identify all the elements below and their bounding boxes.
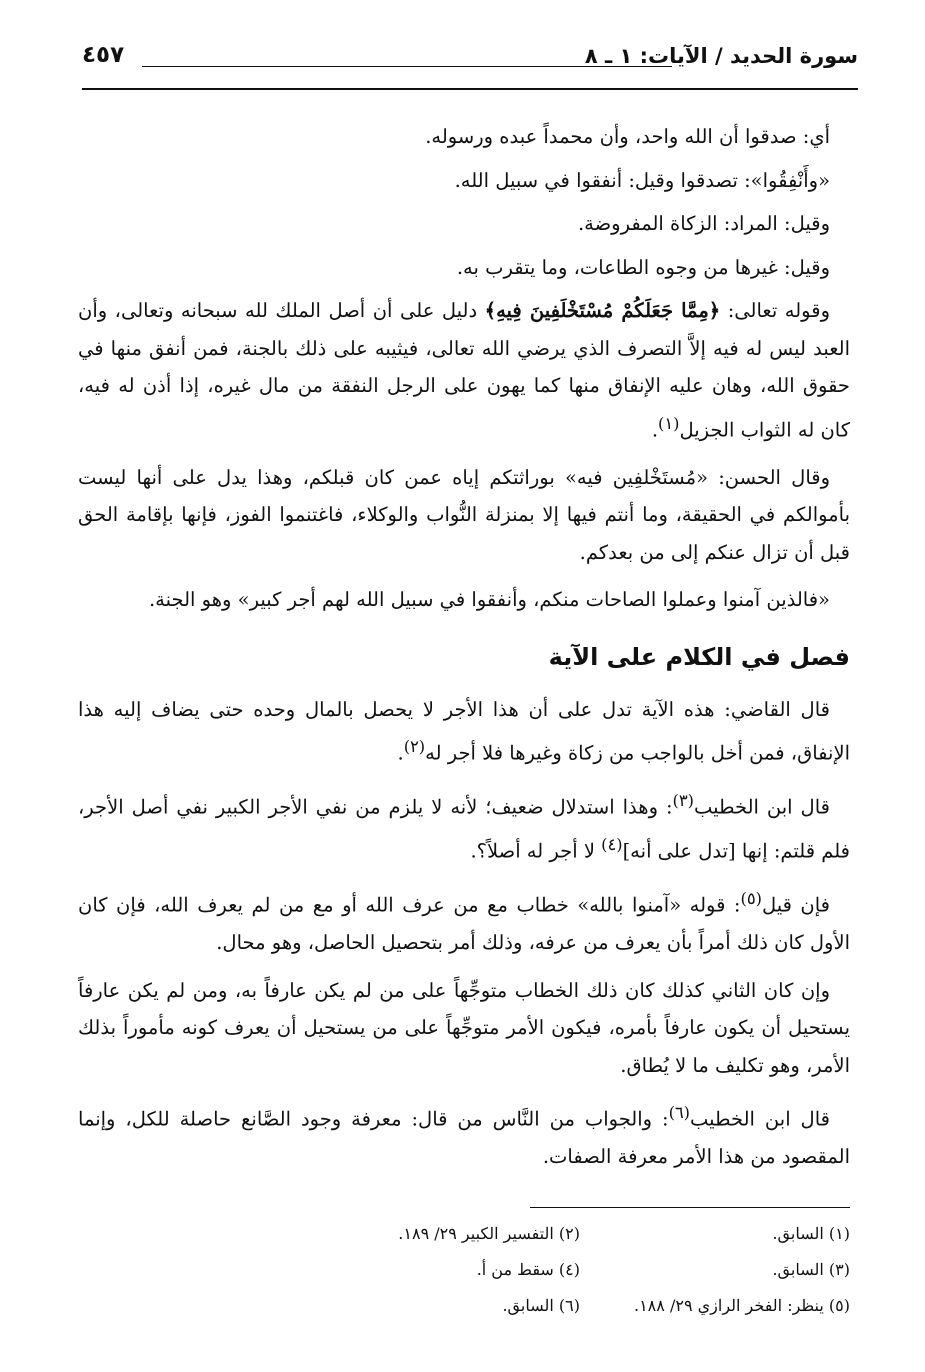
paragraph: «فالذين آمنوا وعملوا الصاحات منكم، وأنفقوا في سبيل الله لهم أجر كبير» وهو الجنة. xyxy=(148,588,830,611)
footnotes xyxy=(78,1216,850,1324)
paragraph: «وأَنْفِقُوا»: تصدقوا وقيل: أنفقوا في سبيل الله. xyxy=(454,168,830,192)
paragraph-text: : وهذا استدلال ضعيف؛ لأنه لا يلزم من نفي الأجر الكبير نفي أصل الأجر، فلم قلتم: إنها [تدل على أنه] xyxy=(78,795,850,863)
header-rule xyxy=(82,88,858,90)
paragraph xyxy=(78,880,850,962)
paragraph-text: قال القاضي: هذه الآية تدل على أن هذا الأجر لا يحصل بالمال وحده حتى يضاف إليه هذا الإنفاق، فمن أخل بالواجب من زكاة وغيرها فلا أجر له xyxy=(78,697,850,765)
paragraph-text: دليل على أن أصل الملك لله سبحانه وتعالى، وأن العبد ليس له فيه إلاَّ التصرف الذي يرضي الله تعالى، فيثيبه على ذلك بالجنة، فمن أنفق منها في حقوق الله، وهان عليه الإنفاق منها كما يهون على الرجل النفقة من مال غيره، إذا أذن له فيه، كان له الثواب الجزيل xyxy=(78,299,850,441)
paragraph: وقيل: غيرها من وجوه الطاعات، وما يتقرب به. xyxy=(456,255,830,279)
footnote-item: (١) السابق. xyxy=(772,1224,850,1243)
footnote-row xyxy=(78,1288,850,1324)
paragraph: أي: صدقوا أن الله واحد، وأن محمداً عبده ورسوله. xyxy=(425,125,830,148)
paragraph xyxy=(78,292,850,449)
paragraph-text: فإن قيل xyxy=(761,893,831,917)
footnote-ref: (٥) xyxy=(740,889,762,908)
footnote-ref: (٣) xyxy=(672,791,694,810)
paragraph xyxy=(78,691,850,773)
footnote-row xyxy=(78,1252,850,1288)
paragraph-text: لا أجر له أصلاً؟. xyxy=(470,839,602,863)
footnote-row xyxy=(78,1216,850,1252)
paragraph-text: وقوله تعالى: xyxy=(720,299,830,322)
paragraph: وإن كان الثاني كذلك كان ذلك الخطاب متوجِّهاً على من لم يكن عارفاً به، ومن لم يكن عارفاً يستحيل أن يكون عارفاً بأمره، فيكون الأمر متوجِّهاً على من يستحيل أن يعرف كونه مأموراً بذلك الأمر، وهو تكليف ما لا يُطاق. xyxy=(78,978,850,1077)
footnote-ref: (٤) xyxy=(601,835,623,854)
section-title: فصل في الكلام على الآية xyxy=(548,642,850,671)
quran-verse: ﴿مِمَّا جَعَلَكُمْ مُسْتَخْلَفِينَ فِيهِ﴾ xyxy=(484,299,721,322)
paragraph-text: : والجواب من النَّاس من قال: معرفة وجود الصَّانع حاصلة للكل، وإنما المقصود من هذا الأمر معرفة الصفات. xyxy=(78,1107,850,1168)
footnote-item: (٢) التفسير الكبير ٢٩/ ١٨٩. xyxy=(398,1224,580,1243)
paragraph-text: قال ابن الخطيب xyxy=(690,1107,830,1131)
footnote-item: (٣) السابق. xyxy=(772,1260,850,1279)
paragraph-text: . xyxy=(651,418,659,441)
footnote-ref: (١) xyxy=(658,413,680,433)
header-dash-line xyxy=(142,66,672,67)
footnote-item: (٦) السابق. xyxy=(502,1296,580,1315)
page-header xyxy=(82,40,858,90)
paragraph-text: : قوله «آمنوا بالله» خطاب مع من عرف الله أو مع من لم يعرف الله، فإن كان الأول كان ذلك أمراً بأن يعرف من عرفه، وذلك أمر بتحصيل الحاصل، وهو محال. xyxy=(78,893,850,954)
paragraph-text: . xyxy=(397,741,404,765)
running-header-title: سورة الحديد / الآيات: ١ ـ ٨ xyxy=(584,44,858,68)
page-number: ٤٥٧ xyxy=(82,42,125,68)
footnote-ref: (٢) xyxy=(403,737,426,756)
paragraph-text: قال ابن الخطيب xyxy=(693,795,830,819)
paragraph xyxy=(78,782,850,870)
footnote-item: (٥) ينظر: الفخر الرازي ٢٩/ ١٨٨. xyxy=(633,1296,850,1315)
main-text xyxy=(78,118,850,1186)
paragraph: وقيل: المراد: الزكاة المفروضة. xyxy=(577,212,830,235)
footnote-item: (٤) سقط من أ. xyxy=(476,1260,580,1279)
paragraph xyxy=(78,1094,850,1176)
paragraph: وقال الحسن: «مُستَخْلفِين فيه» بوراثتكم إياه عمن كان قبلكم، وهذا يدل على أنها ليست بأموالكم في الحقيقة، وما أنتم فيها إلا بمنزلة النُّواب والوكلاء، فاغتنموا الفوز، فإنها بإقامة الحق قبل أن تزال عنكم إلى من بعدكم. xyxy=(78,465,850,564)
footnote-ref: (٦) xyxy=(668,1103,690,1122)
footnote-rule xyxy=(530,1207,850,1208)
